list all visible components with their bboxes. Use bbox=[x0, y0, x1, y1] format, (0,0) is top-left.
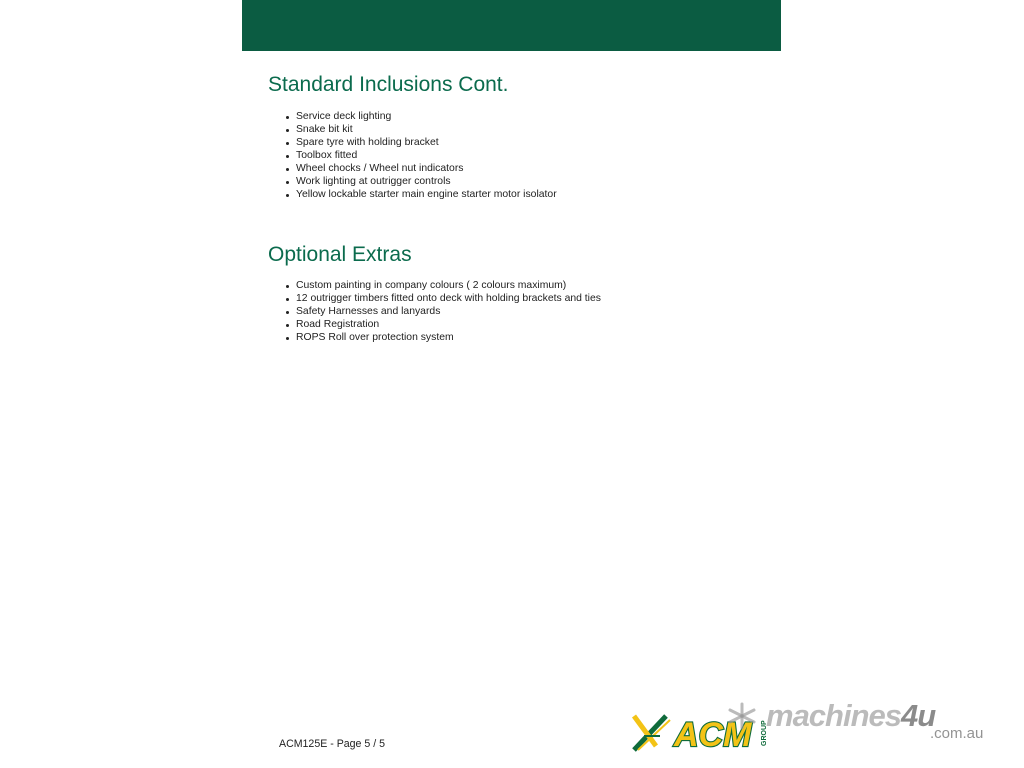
header-banner bbox=[242, 0, 781, 51]
logo-wordmark: ACM bbox=[674, 716, 752, 754]
machines4u-brand: machines4u bbox=[766, 698, 936, 733]
machines4u-domain: .com.au bbox=[930, 725, 984, 742]
section-title-optional-extras: Optional Extras bbox=[268, 243, 412, 266]
list-item: Work lighting at outrigger controls bbox=[284, 175, 557, 188]
section-title-standard-inclusions: Standard Inclusions Cont. bbox=[268, 73, 509, 96]
list-item: Spare tyre with holding bracket bbox=[284, 136, 557, 149]
list-item: Road Registration bbox=[284, 318, 601, 331]
list-item: Wheel chocks / Wheel nut indicators bbox=[284, 162, 557, 175]
list-item: 12 outrigger timbers fitted onto deck with holding brackets and ties bbox=[284, 292, 601, 305]
list-item: Snake bit kit bbox=[284, 123, 557, 136]
list-item: Custom painting in company colours ( 2 colours maximum) bbox=[284, 279, 601, 292]
logo-group-text: GROUP bbox=[761, 720, 768, 746]
list-item: ROPS Roll over protection system bbox=[284, 331, 601, 344]
list-item: Service deck lighting bbox=[284, 110, 557, 123]
list-item: Toolbox fitted bbox=[284, 149, 557, 162]
snowflake-icon bbox=[730, 704, 754, 728]
list-item: Yellow lockable starter main engine starter motor isolator bbox=[284, 188, 557, 201]
page-number-footer: ACM125E - Page 5 / 5 bbox=[279, 738, 385, 750]
list-item: Safety Harnesses and lanyards bbox=[284, 305, 601, 318]
standard-inclusions-list bbox=[284, 110, 557, 201]
optional-extras-list bbox=[284, 279, 601, 344]
